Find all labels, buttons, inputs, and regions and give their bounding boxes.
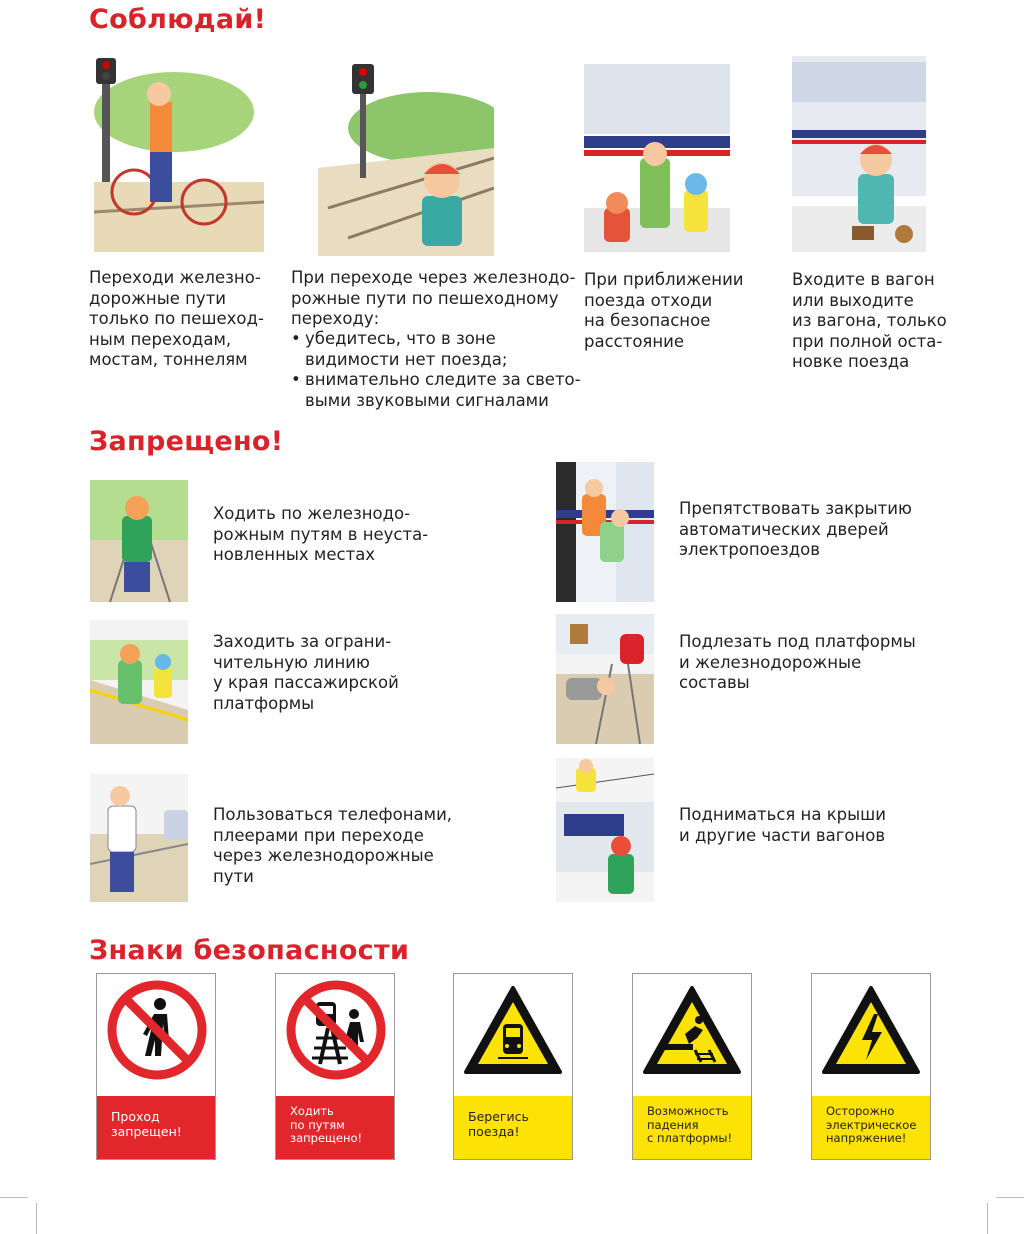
no-pedestrian-icon (97, 974, 215, 1094)
crop-mark (996, 1197, 1024, 1198)
illustration-man-with-phone (90, 774, 188, 902)
train-warning-icon (454, 974, 572, 1094)
illustration-climbing-on-train (556, 758, 654, 902)
illustration-crawling-under-platform (556, 614, 654, 744)
sign-caption-2: Ходить по путям запрещено! (276, 1096, 394, 1159)
illustration-boy-on-tracks (90, 480, 188, 602)
forbidden-text-1: Ходить по железнодо- рожным путям в неуста- новленных местах (213, 504, 429, 564)
illustration-blocking-doors (556, 462, 654, 602)
sign-train-warning (453, 973, 573, 1160)
sign-no-walking-on-tracks (275, 973, 395, 1160)
illustration-platform-edge (90, 620, 188, 744)
illustration-boy-bicycle (94, 52, 264, 252)
observe-text-2: При переходе через железнодо- рожные пути по пешеходному переходу: (291, 268, 576, 328)
section-title-observe: Соблюдай! (89, 4, 267, 35)
section-title-signs: Знаки безопасности (89, 935, 410, 966)
forbidden-text-6: Подниматься на крыши и другие части вагонов (679, 805, 886, 845)
no-walking-on-tracks-icon (276, 974, 394, 1094)
forbidden-text-3: Заходить за ограни- чительную линию у края пассажирской платформы (213, 632, 399, 713)
sign-no-pedestrian (96, 973, 216, 1160)
illustration-boy-crossing-signal (318, 58, 494, 256)
sign-caption-5: Осторожно электрическое напряжение! (812, 1096, 930, 1159)
observe-bullet-2: • внимательно следите за свето- выми звуковыми сигналами (291, 370, 581, 411)
sign-caption-4: Возможность падения с платформы! (633, 1096, 751, 1159)
observe-text-1: Переходи железно- дорожные пути только по пешеход- ным переходам, мостам, тоннелям (89, 268, 264, 369)
forbidden-text-4: Подлезать под платформы и железнодорожные составы (679, 632, 916, 692)
crop-mark (0, 1197, 28, 1198)
crop-mark (987, 1203, 988, 1234)
illustration-family-at-platform (584, 58, 730, 252)
sign-caption-3: Берегись поезда! (454, 1096, 572, 1159)
observe-text-4: Входите в вагон или выходите из вагона, только при полной оста- новке поезда (792, 270, 947, 371)
sign-high-voltage (811, 973, 931, 1160)
crop-mark (36, 1203, 37, 1234)
sign-fall-from-platform (632, 973, 752, 1160)
observe-bullet-1: • убедитесь, что в зоне видимости нет поезда; (291, 329, 507, 370)
illustration-boy-boarding-train (792, 56, 926, 252)
section-title-forbidden: Запрещено! (89, 426, 284, 457)
forbidden-text-2: Препятствовать закрытию автоматических дверей электропоездов (679, 499, 912, 559)
high-voltage-icon (812, 974, 930, 1094)
observe-text-3: При приближении поезда отходи на безопасное расстояние (584, 270, 744, 351)
sign-caption-1: Проход запрещен! (97, 1096, 215, 1159)
fall-from-platform-icon (633, 974, 751, 1094)
forbidden-text-5: Пользоваться телефонами, плеерами при переходе через железнодорожные пути (213, 805, 453, 886)
